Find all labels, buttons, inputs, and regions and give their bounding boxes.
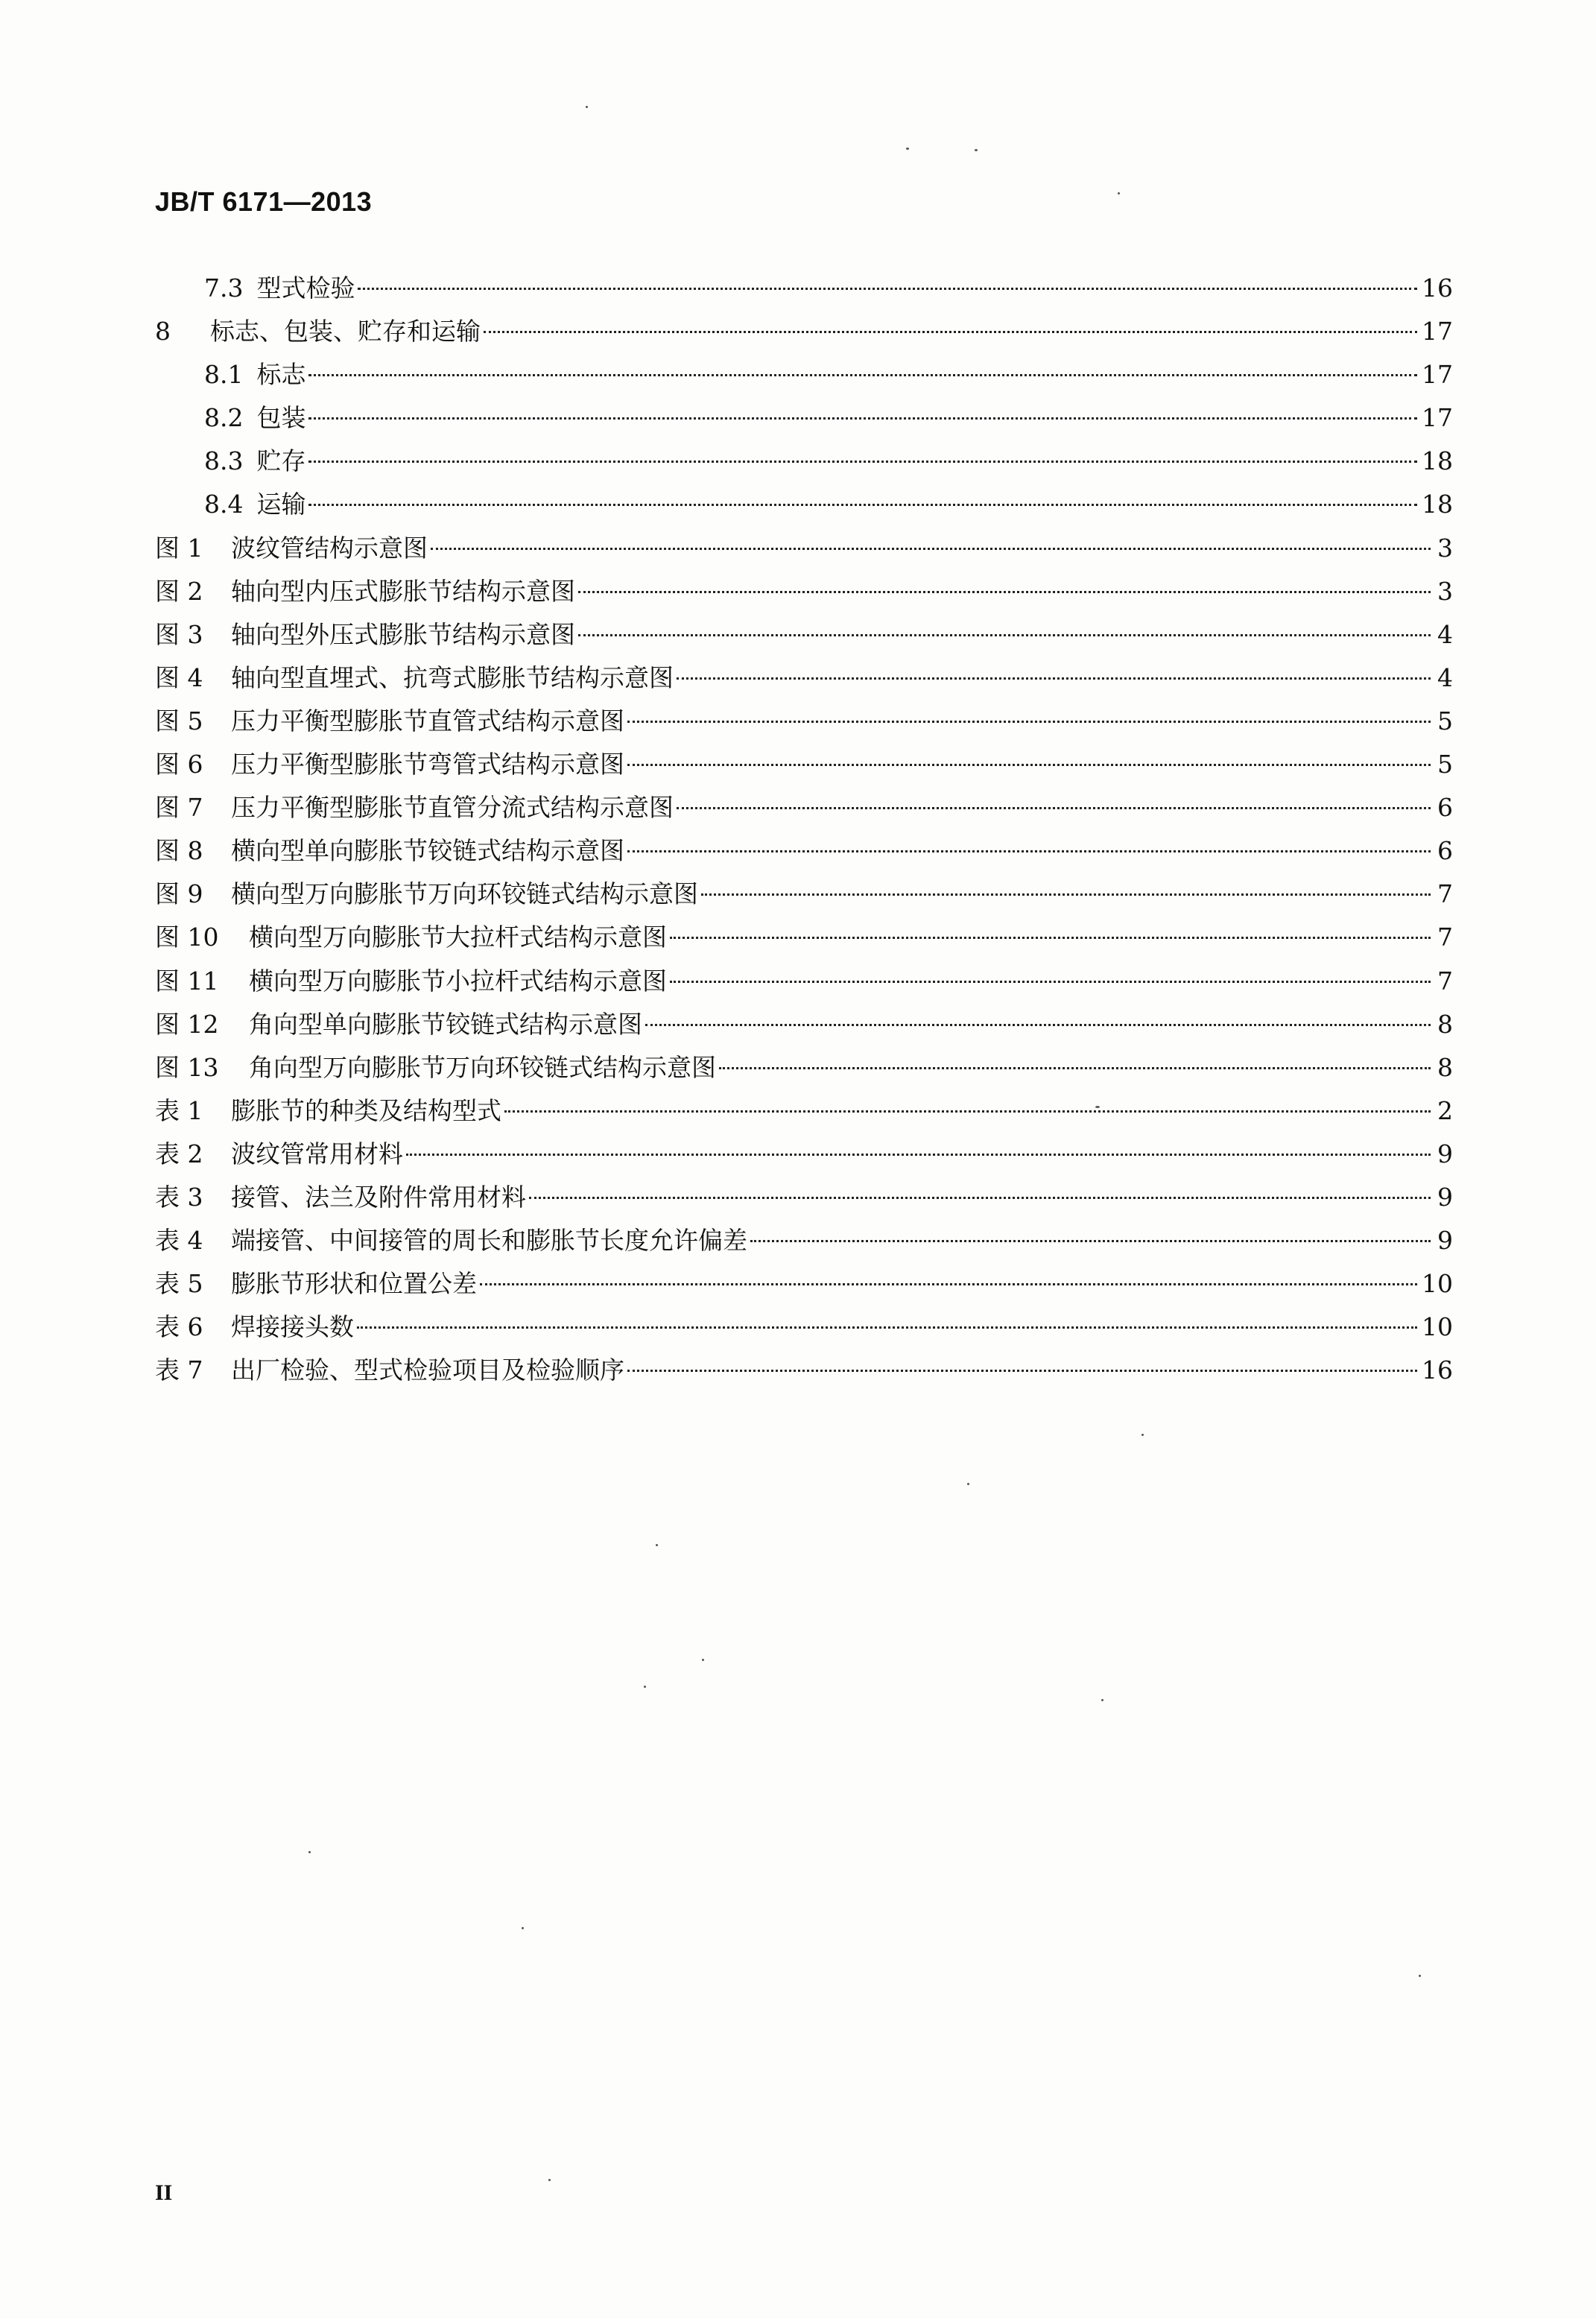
- toc-entry[interactable]: [155, 527, 1453, 570]
- toc-entry[interactable]: [155, 1349, 1453, 1392]
- scan-speck: [1101, 1699, 1103, 1701]
- toc-entry[interactable]: [155, 700, 1453, 743]
- toc-entry[interactable]: [155, 1306, 1453, 1349]
- scan-speck: [975, 149, 978, 151]
- toc-entry[interactable]: [155, 829, 1453, 873]
- toc-entry-number: 图 11: [155, 966, 219, 996]
- toc-entry-page: 3: [1437, 576, 1453, 606]
- toc-dot-leader: [645, 1024, 1431, 1026]
- toc-entry-number: 8.4: [204, 490, 244, 519]
- scan-speck: [1095, 1106, 1100, 1108]
- toc-entry-number: 8.2: [204, 403, 244, 433]
- toc-entry-title: 横向型单向膨胀节铰链式结构示意图: [231, 836, 624, 866]
- toc-entry[interactable]: [155, 1219, 1453, 1262]
- toc-entry-page: 2: [1437, 1095, 1453, 1125]
- toc-entry-page: 7: [1437, 923, 1453, 952]
- toc-entry-page: 5: [1437, 750, 1453, 779]
- toc-entry-number: 图 6: [155, 750, 203, 779]
- toc-dot-leader: [308, 504, 1417, 506]
- toc-entry-number: 8.1: [204, 360, 244, 390]
- toc-entry-title: 膨胀节的种类及结构型式: [231, 1095, 501, 1125]
- toc-dot-leader: [627, 1370, 1417, 1372]
- toc-entry-page: 4: [1437, 662, 1453, 692]
- scan-speck: [308, 1851, 311, 1853]
- toc-entry-page: 16: [1422, 1355, 1453, 1385]
- toc-entry-title: 轴向型直埋式、抗弯式膨胀节结构示意图: [231, 662, 674, 692]
- toc-entry-page: 4: [1437, 619, 1453, 649]
- toc-entry-title: 压力平衡型膨胀节直管式结构示意图: [231, 706, 624, 735]
- toc-entry-title: 贮存: [256, 446, 306, 476]
- toc-entry-number: 图 7: [155, 793, 203, 823]
- toc-entry-title: 包装: [256, 403, 306, 433]
- table-of-contents: [155, 267, 1453, 1392]
- toc-entry-number: 图 9: [155, 879, 203, 909]
- toc-entry-title: 标志: [256, 360, 306, 390]
- toc-dot-leader: [750, 1240, 1431, 1242]
- toc-entry-page: 9: [1437, 1139, 1453, 1168]
- scan-speck: [1118, 192, 1120, 194]
- toc-entry[interactable]: [155, 483, 1453, 526]
- toc-dot-leader: [308, 417, 1417, 420]
- toc-dot-leader: [627, 764, 1431, 766]
- toc-entry-number: 图 10: [155, 923, 219, 952]
- toc-entry[interactable]: [155, 570, 1453, 613]
- toc-entry-page: 9: [1437, 1226, 1453, 1256]
- toc-entry-number: 图 13: [155, 1052, 219, 1082]
- toc-entry[interactable]: [155, 1176, 1453, 1219]
- toc-entry-number: 图 3: [155, 619, 203, 649]
- toc-entry-page: 18: [1422, 446, 1453, 476]
- toc-entry-page: 7: [1437, 879, 1453, 909]
- scan-speck: [656, 1544, 658, 1546]
- toc-entry-title: 横向型万向膨胀节小拉杆式结构示意图: [249, 966, 667, 996]
- toc-entry[interactable]: [155, 1003, 1453, 1046]
- toc-entry-number: 图 4: [155, 662, 203, 692]
- scan-speck: [522, 1927, 524, 1929]
- toc-entry-number: 表 5: [155, 1269, 203, 1299]
- toc-entry-number: 图 5: [155, 706, 203, 735]
- toc-entry[interactable]: [155, 1133, 1453, 1176]
- toc-entry-page: 3: [1437, 533, 1453, 563]
- toc-dot-leader: [670, 937, 1431, 939]
- toc-dot-leader: [308, 374, 1417, 376]
- toc-entry-page: 6: [1437, 793, 1453, 823]
- toc-entry-title: 压力平衡型膨胀节弯管式结构示意图: [231, 750, 624, 779]
- toc-entry[interactable]: [155, 310, 1453, 353]
- toc-entry-number: 8: [155, 317, 171, 347]
- toc-entry-number: 表 4: [155, 1226, 203, 1256]
- toc-entry-number: 图 1: [155, 533, 203, 563]
- page-folio: II: [155, 2180, 173, 2205]
- toc-entry-title: 横向型万向膨胀节大拉杆式结构示意图: [249, 923, 667, 952]
- toc-entry-number: 图 12: [155, 1009, 219, 1039]
- scan-speck: [644, 1686, 646, 1688]
- toc-dot-leader: [406, 1154, 1431, 1156]
- toc-entry-number: 表 6: [155, 1312, 203, 1342]
- toc-entry-page: 7: [1437, 966, 1453, 996]
- toc-entry[interactable]: [155, 916, 1453, 959]
- toc-entry-page: 9: [1437, 1182, 1453, 1212]
- toc-dot-leader: [358, 288, 1417, 290]
- toc-entry-page: 17: [1422, 360, 1453, 390]
- toc-dot-leader: [578, 591, 1431, 593]
- toc-dot-leader: [719, 1067, 1431, 1069]
- toc-dot-leader: [701, 893, 1431, 896]
- toc-dot-leader: [484, 331, 1417, 333]
- toc-entry-number: 表 2: [155, 1139, 203, 1168]
- scan-speck: [1419, 1975, 1421, 1977]
- toc-dot-leader: [627, 721, 1431, 723]
- toc-entry-page: 10: [1422, 1312, 1453, 1342]
- toc-entry[interactable]: [155, 440, 1453, 483]
- toc-entry-number: 图 2: [155, 576, 203, 606]
- toc-entry-page: 8: [1437, 1052, 1453, 1082]
- toc-entry[interactable]: [155, 267, 1453, 310]
- toc-entry-page: 18: [1422, 490, 1453, 519]
- toc-entry-page: 16: [1422, 273, 1453, 303]
- toc-entry-number: 图 8: [155, 836, 203, 866]
- toc-entry-title: 运输: [256, 490, 306, 519]
- toc-entry[interactable]: [155, 657, 1453, 700]
- toc-entry-number: 表 3: [155, 1182, 203, 1212]
- toc-entry[interactable]: [155, 353, 1453, 396]
- toc-entry-page: 17: [1422, 403, 1453, 433]
- scan-speck: [906, 148, 909, 150]
- scan-speck: [702, 1659, 704, 1661]
- toc-entry-title: 接管、法兰及附件常用材料: [231, 1182, 526, 1212]
- toc-entry[interactable]: [155, 786, 1453, 829]
- toc-entry-title: 压力平衡型膨胀节直管分流式结构示意图: [231, 793, 674, 823]
- scan-speck: [548, 2179, 551, 2181]
- toc-dot-leader: [431, 548, 1431, 550]
- toc-entry-title: 角向型万向膨胀节万向环铰链式结构示意图: [249, 1052, 716, 1082]
- toc-entry[interactable]: [155, 873, 1453, 916]
- toc-entry-number: 表 1: [155, 1095, 203, 1125]
- toc-entry-number: 表 7: [155, 1355, 203, 1385]
- toc-entry[interactable]: [155, 1089, 1453, 1133]
- scan-speck: [586, 106, 588, 108]
- toc-entry-title: 轴向型外压式膨胀节结构示意图: [231, 619, 575, 649]
- toc-entry[interactable]: [155, 396, 1453, 440]
- toc-entry-title: 膨胀节形状和位置公差: [231, 1269, 477, 1299]
- toc-dot-leader: [578, 634, 1431, 636]
- toc-entry-page: 17: [1422, 317, 1453, 347]
- toc-entry-page: 6: [1437, 836, 1453, 866]
- toc-entry-number: 7.3: [204, 273, 244, 303]
- scan-speck: [967, 1483, 969, 1485]
- toc-dot-leader: [357, 1326, 1417, 1329]
- toc-entry[interactable]: [155, 743, 1453, 786]
- toc-entry-page: 10: [1422, 1269, 1453, 1299]
- toc-entry-title: 出厂检验、型式检验项目及检验顺序: [231, 1355, 624, 1385]
- document-standard-number: JB/T 6171—2013: [155, 186, 373, 217]
- toc-dot-leader: [308, 461, 1417, 463]
- toc-entry-title: 标志、包装、贮存和运输: [210, 317, 481, 347]
- toc-entry[interactable]: [155, 960, 1453, 1003]
- toc-entry[interactable]: [155, 1262, 1453, 1306]
- toc-dot-leader: [677, 677, 1431, 680]
- toc-dot-leader: [670, 981, 1431, 983]
- toc-entry-title: 焊接接头数: [231, 1312, 354, 1342]
- toc-dot-leader: [677, 807, 1431, 809]
- toc-entry-page: 8: [1437, 1009, 1453, 1039]
- toc-dot-leader: [529, 1197, 1431, 1199]
- toc-dot-leader: [480, 1283, 1417, 1285]
- toc-entry-title: 横向型万向膨胀节万向环铰链式结构示意图: [231, 879, 698, 909]
- toc-dot-leader: [504, 1110, 1431, 1113]
- toc-entry-title: 波纹管常用材料: [231, 1139, 403, 1168]
- toc-entry-number: 8.3: [204, 446, 244, 476]
- toc-entry-title: 波纹管结构示意图: [231, 533, 428, 563]
- toc-entry-page: 5: [1437, 706, 1453, 735]
- toc-dot-leader: [627, 850, 1431, 852]
- toc-entry-title: 型式检验: [256, 273, 355, 303]
- toc-entry[interactable]: [155, 613, 1453, 657]
- scan-speck: [1141, 1434, 1144, 1436]
- toc-entry-title: 端接管、中间接管的周长和膨胀节长度允许偏差: [231, 1226, 747, 1256]
- toc-entry[interactable]: [155, 1046, 1453, 1089]
- toc-entry-title: 轴向型内压式膨胀节结构示意图: [231, 576, 575, 606]
- toc-entry-title: 角向型单向膨胀节铰链式结构示意图: [249, 1009, 642, 1039]
